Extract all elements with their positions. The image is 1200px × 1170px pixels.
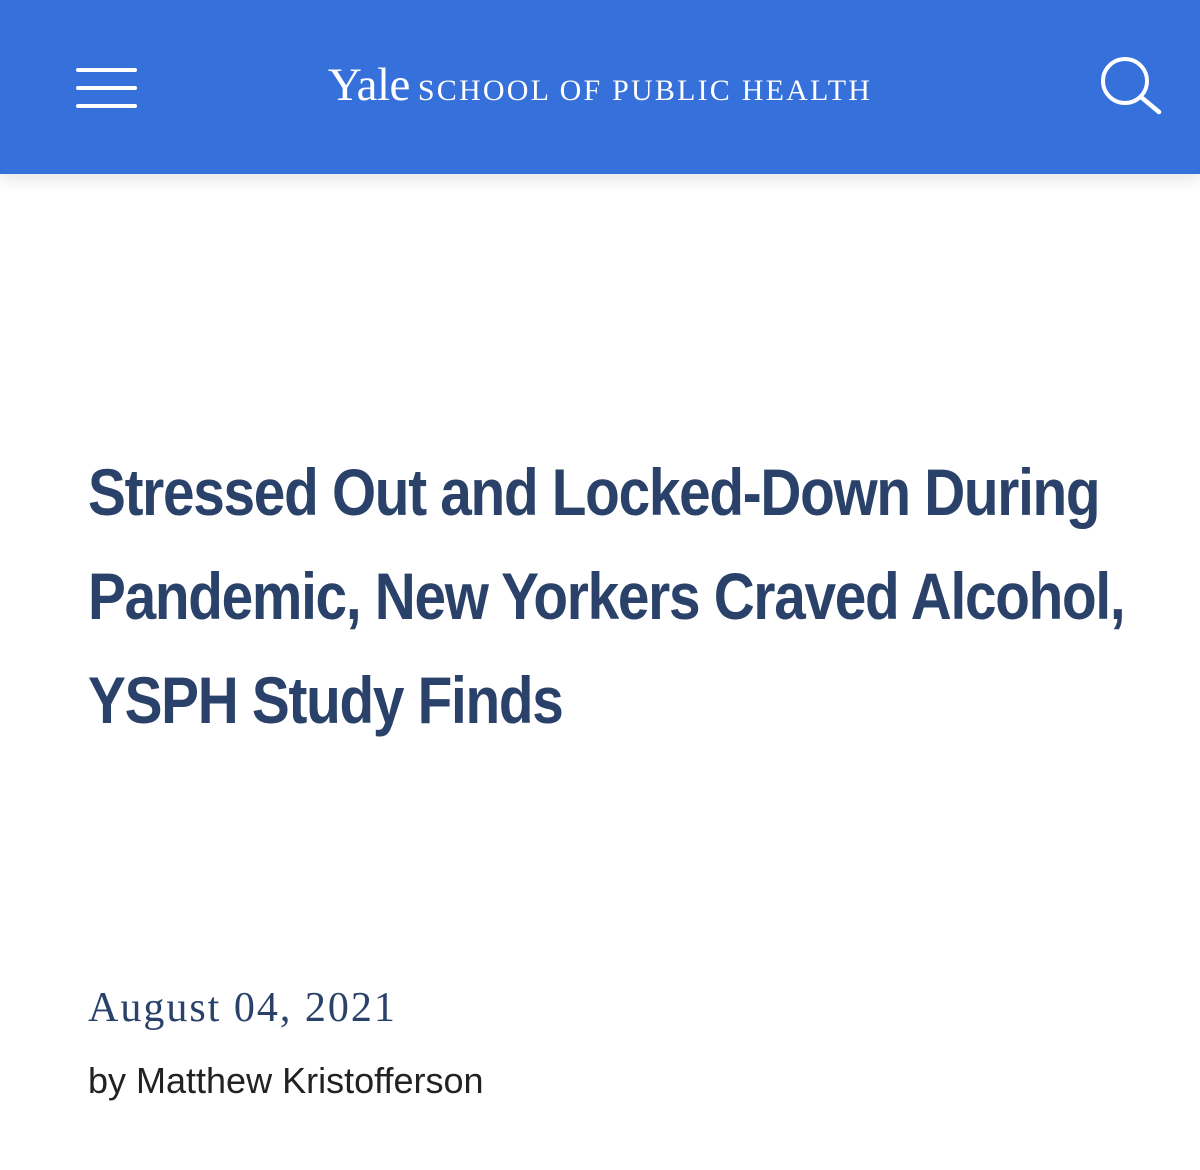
search-button[interactable] [1094, 50, 1168, 122]
search-icon [1094, 50, 1168, 122]
site-header [0, 0, 1200, 174]
site-logo[interactable] [0, 58, 1200, 112]
logo-school-name: SCHOOL OF PUBLIC HEALTH [417, 74, 873, 107]
article [88, 440, 1138, 752]
logo-yale: Yale [327, 59, 410, 111]
article-byline: by Matthew Kristofferson [88, 1060, 484, 1101]
article-title: Stressed Out and Locked-Down During Pandemic, New Yorkers Craved Alcohol, YSPH Study Finds [88, 455, 1125, 737]
article-date: August 04, 2021 [88, 985, 397, 1031]
